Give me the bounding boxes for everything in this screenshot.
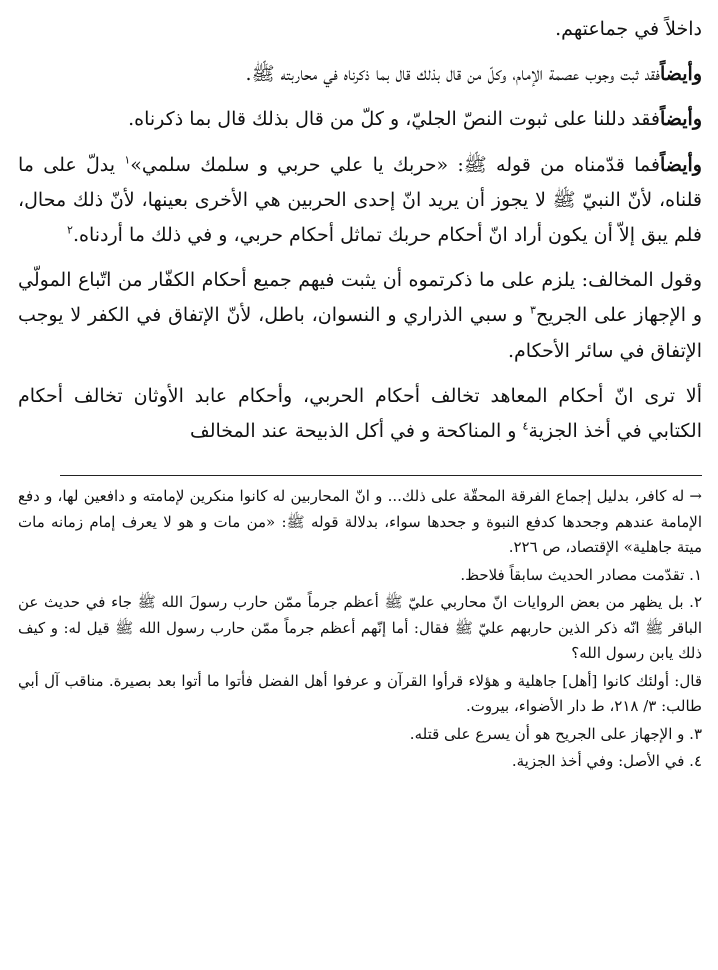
paragraph-comparison [18, 379, 702, 449]
paragraph-objection [18, 263, 702, 369]
footnote-separator [60, 475, 702, 476]
footnote-4: ٤. في الأصل: وفي أخذ الجزية. [511, 752, 702, 771]
paragraph-text: و سبي الذراري و النسوان، باطل، لأنّ الإتفاق في الكفر لا يوجب الإتفاق في سائر الأحكام. [18, 304, 702, 362]
paragraph-lead-word: وأيضاً [659, 63, 702, 86]
footnote-2-continued: قال: أولئك كانوا [أهل] جاهلية و هؤلاء قرأوا القرآن و عرفوا أهل الفضل فأتوا ما أتوا بعد بصيرة. مناقب آل أبي طالب: ٣/ ٢١٨، ط دار الأضواء، بيروت. [18, 671, 702, 716]
footnote-marker: ٣ [530, 304, 536, 318]
footnote-marker: ٤ [522, 419, 529, 433]
paragraph-text: يدلّ على ما قلناه، لأنّ النبيّ ﷺ لا يجوز أن يريد انّ إحدى الحربين هي الأخرى بعينها، لأنّ ذلك محال، فلم يبق إلاّ أن يكون أراد انّ أحكام حربك تماثل أحكام حربي، و في ذلك ما أردناه. [18, 153, 702, 247]
footnote-1: ١. تقدّمت مصادر الحديث سابقاً فلاحظ. [460, 565, 702, 584]
paragraph-text: ألا ترى انّ أحكام المعاهد تخالف أحكام الحربي، وأحكام عابد الأوثان تخالف أحكام الكتابي في أخذ الجزية [18, 384, 702, 443]
paragraph-text: فما قدّمناه من قوله ﷺ: «حربك يا علي حربي و سلمك سلمي» [130, 153, 660, 176]
paragraph-text: داخلاً في جماعتهم. [555, 18, 702, 40]
paragraph-infallibility [18, 57, 702, 92]
footnote-marker: ١ [124, 153, 131, 167]
paragraph-lead-word: وأيضاً [659, 153, 702, 176]
footnote-3: ٣. و الإجهاز على الجريح هو أن يسرع على قتله. [409, 724, 702, 743]
paragraph-lead-word: وأيضاً [659, 108, 702, 131]
paragraph-text: فقد دللنا على ثبوت النصّ الجليّ، و كلّ من قال بذلك قال بما ذكرناه. [128, 108, 660, 131]
footnote-marker: ٢ [67, 223, 73, 237]
footnote-continued: → له كافر، بدليل إجماع الفرقة المحقّة على ذلك... و انّ المحاربين له كانوا منكرين لإمامته و دافعين لها، و دفع الإمامة عندهم وجحدها كدفع النبوة و جحدها سواء، بدلالة قوله ﷺ: «من مات و هو لا يعرف إمام زمانه مات ميتة جاهلية» الإقتصاد، ص ٢٢٦. [18, 487, 702, 557]
footnote-2: ٢. بل يظهر من بعض الروايات انّ محاربي عليّ ﷺ أعظم جرماً ممّن حارب رسولَ الله ﷺ جاء في حديث عن الباقر ﷺ انّه ذكر الذين حاربهم عليّ ﷺ فقال: أما إنّهم أعظم جرماً ممّن حارب رسول الله ﷺ قيل له: و كيف ذلك يابن رسول الله؟ [18, 593, 702, 663]
paragraph-intro [18, 12, 702, 47]
paragraph-hadith [18, 148, 702, 254]
paragraph-text: وقول المخالف: يلزم على ما ذكرتموه أن يثبت فيهم جميع أحكام الكفّار من اتّباع المولّي و الإجهاز على الجريح [18, 269, 702, 327]
paragraph-text: فقد ثبت وجوب عصمة الإمام، وكلّ من قال بذلك قال بما ذكرناه في محاربته ﷺ. [245, 63, 660, 86]
paragraph-clear-text [18, 102, 702, 137]
paragraph-text: و المناكحة و في أكل الذبيحة عند المخالف [190, 420, 523, 443]
